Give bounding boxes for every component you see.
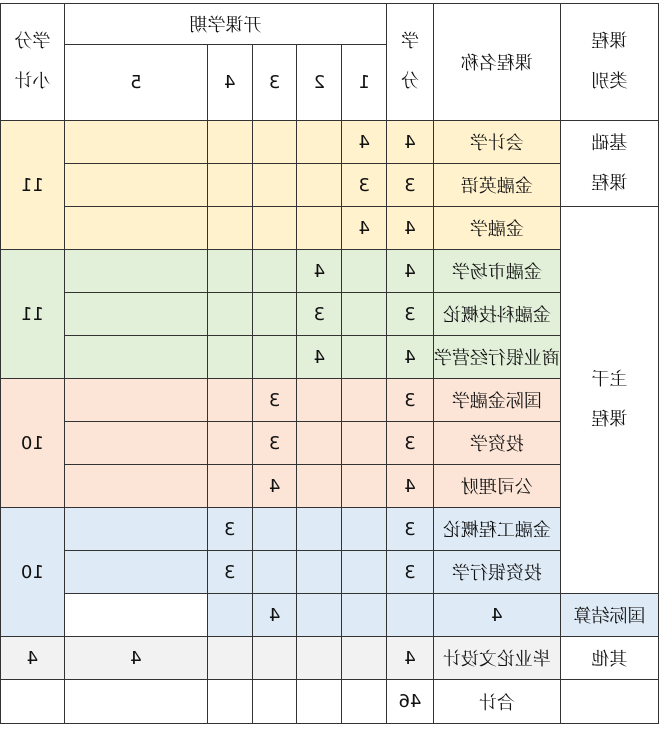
- table-row: [1, 336, 659, 379]
- course-name: 金融工程概论: [433, 508, 560, 551]
- header-semesters-title: 开课学期: [64, 4, 386, 45]
- course-credits: 3: [387, 164, 434, 207]
- semester-2-cell: [297, 207, 342, 250]
- semester-4-cell: 3: [207, 551, 252, 594]
- semester-2-cell: [297, 121, 342, 164]
- semester-3-cell: [252, 551, 297, 594]
- semester-5-cell: [64, 121, 207, 164]
- semester-5-cell: [207, 594, 252, 637]
- semester-3-cell: [252, 637, 297, 680]
- header-course-name: 课程名称: [433, 4, 560, 121]
- semester-1-cell: [342, 637, 387, 680]
- subtotal-group-2: 11: [1, 250, 65, 379]
- table-row: [1, 551, 659, 594]
- header-category-line-2: 类别: [591, 71, 628, 92]
- category-core: [560, 207, 658, 594]
- semester-2-cell: 3: [297, 293, 342, 336]
- semester-4-cell: [207, 465, 252, 508]
- semester-2-cell: [297, 422, 342, 465]
- course-credits: 4: [387, 121, 434, 164]
- category-core-line-1: 主干: [591, 369, 628, 390]
- semester-2-cell: [342, 594, 387, 637]
- semester-2-cell: [297, 379, 342, 422]
- semester-1-cell: 3: [342, 164, 387, 207]
- course-credits: 4: [387, 637, 434, 680]
- header-credits-line-2: 分: [400, 71, 419, 92]
- total-subtotal-empty: [1, 680, 65, 724]
- course-credits: 4: [433, 594, 560, 637]
- semester-5-cell: [64, 293, 207, 336]
- semester-3-header: 3: [252, 45, 297, 121]
- semester-4-header: 4: [207, 45, 252, 121]
- semester-2-cell: [297, 164, 342, 207]
- table-row: [1, 465, 659, 508]
- header-credits-line-1: 学: [400, 31, 419, 52]
- semester-3-cell: [252, 250, 297, 293]
- semester-5-cell: [64, 207, 207, 250]
- course-credits: 3: [387, 422, 434, 465]
- course-credits: 4: [387, 250, 434, 293]
- semester-4-cell: [207, 293, 252, 336]
- category-basic-line-1: 基础: [591, 132, 628, 154]
- semester-3-cell: 4: [252, 465, 297, 508]
- course-credits: 3: [387, 293, 434, 336]
- course-name: 国际金融学: [433, 379, 560, 422]
- semester-4-cell: [207, 250, 252, 293]
- semester-1-cell: [342, 422, 387, 465]
- total-label: 合计: [433, 680, 560, 724]
- semester-1-cell: 4: [342, 121, 387, 164]
- subtotal-group-3: 10: [1, 379, 65, 508]
- semester-3-cell: [297, 594, 342, 637]
- total-category-empty: [560, 680, 658, 724]
- subtotal-group-1: 11: [1, 121, 65, 250]
- category-core-line-2: 课程: [591, 409, 628, 430]
- semester-5-cell: [64, 336, 207, 379]
- semester-1-cell: [342, 336, 387, 379]
- course-name: 金融科技概论: [433, 293, 560, 336]
- course-name: 金融学: [433, 207, 560, 250]
- semester-2-cell: [297, 551, 342, 594]
- course-name: 商业银行经营学: [433, 336, 560, 379]
- header-category-line-1: 课程: [591, 31, 628, 52]
- semester-1-cell: [342, 508, 387, 551]
- semester-1-cell: 4: [342, 207, 387, 250]
- semester-4-cell: [207, 164, 252, 207]
- table-row: [1, 508, 659, 551]
- semester-5-cell: [64, 551, 207, 594]
- semester-2-cell: [297, 680, 342, 724]
- course-name: 国际结算: [560, 594, 658, 637]
- semester-5-cell: [64, 164, 207, 207]
- semester-4-cell: [207, 207, 252, 250]
- semester-3-cell: [252, 207, 297, 250]
- semester-4-cell: 4: [252, 594, 297, 637]
- course-plan-table: [0, 3, 659, 724]
- semester-2-cell: 4: [297, 336, 342, 379]
- category-basic: [560, 121, 658, 207]
- header-subtotal-line-1: 学分: [14, 31, 51, 52]
- semester-4-cell: [207, 336, 252, 379]
- semester-4-cell: [207, 637, 252, 680]
- semester-3-cell: 3: [252, 379, 297, 422]
- total-row: [1, 680, 659, 724]
- semester-2-header: 2: [297, 45, 342, 121]
- table-row: [1, 121, 659, 164]
- semester-5-cell: [64, 508, 207, 551]
- course-name: 投资学: [433, 422, 560, 465]
- semester-5-cell: [64, 422, 207, 465]
- course-name: 公司理财: [433, 465, 560, 508]
- semester-3-cell: [252, 164, 297, 207]
- course-credits: 3: [387, 508, 434, 551]
- table-row: [1, 422, 659, 465]
- header-row-top: [1, 4, 659, 45]
- total-credits: 46: [387, 680, 434, 724]
- semester-4-cell: [207, 379, 252, 422]
- semester-1-cell: [342, 250, 387, 293]
- semester-1-header: 1: [342, 45, 387, 121]
- table-row: [1, 594, 659, 637]
- header-credits: [387, 4, 434, 121]
- course-credits: 3: [387, 379, 434, 422]
- course-name: 金融英语: [433, 164, 560, 207]
- semester-2-cell: [297, 508, 342, 551]
- header-subtotal: [1, 4, 65, 121]
- subtotal-group-5: 4: [1, 637, 65, 680]
- table-row: [1, 164, 659, 207]
- course-name: 金融市场学: [433, 250, 560, 293]
- semester-5-cell: 4: [64, 637, 207, 680]
- semester-5-cell: [64, 465, 207, 508]
- semester-3-cell: 3: [252, 422, 297, 465]
- semester-4-cell: [207, 422, 252, 465]
- semester-5-cell: [64, 379, 207, 422]
- course-credits: 3: [387, 551, 434, 594]
- table-row: [1, 250, 659, 293]
- table-row: [1, 637, 659, 680]
- semester-5-header: 5: [64, 45, 207, 121]
- semester-3-cell: [252, 680, 297, 724]
- semester-5-cell: [64, 680, 207, 724]
- semester-2-cell: [297, 465, 342, 508]
- header-subtotal-line-2: 小计: [14, 71, 51, 92]
- semester-5-cell: [64, 250, 207, 293]
- semester-1-cell: [342, 293, 387, 336]
- table-row: [1, 207, 659, 250]
- semester-4-cell: 3: [207, 508, 252, 551]
- semester-1-cell: [387, 594, 434, 637]
- semester-1-cell: [342, 379, 387, 422]
- semester-1-cell: [342, 465, 387, 508]
- semester-1-cell: [342, 551, 387, 594]
- category-basic-line-2: 课程: [591, 172, 628, 194]
- semester-3-cell: [252, 121, 297, 164]
- semester-3-cell: [252, 336, 297, 379]
- course-name: 毕业论文设计: [433, 637, 560, 680]
- semester-3-cell: [252, 293, 297, 336]
- category-other: 其他: [560, 637, 658, 680]
- course-credits: 4: [387, 207, 434, 250]
- table-row: [1, 379, 659, 422]
- semester-4-cell: [207, 680, 252, 724]
- course-credits: 4: [387, 336, 434, 379]
- course-name: 投资银行学: [433, 551, 560, 594]
- table-row: [1, 293, 659, 336]
- semester-2-cell: 4: [297, 250, 342, 293]
- semester-1-cell: [342, 680, 387, 724]
- course-name: 会计学: [433, 121, 560, 164]
- header-category: [560, 4, 658, 121]
- course-credits: 4: [387, 465, 434, 508]
- subtotal-group-4: 10: [1, 508, 65, 637]
- semester-4-cell: [207, 121, 252, 164]
- semester-2-cell: [297, 637, 342, 680]
- semester-3-cell: [252, 508, 297, 551]
